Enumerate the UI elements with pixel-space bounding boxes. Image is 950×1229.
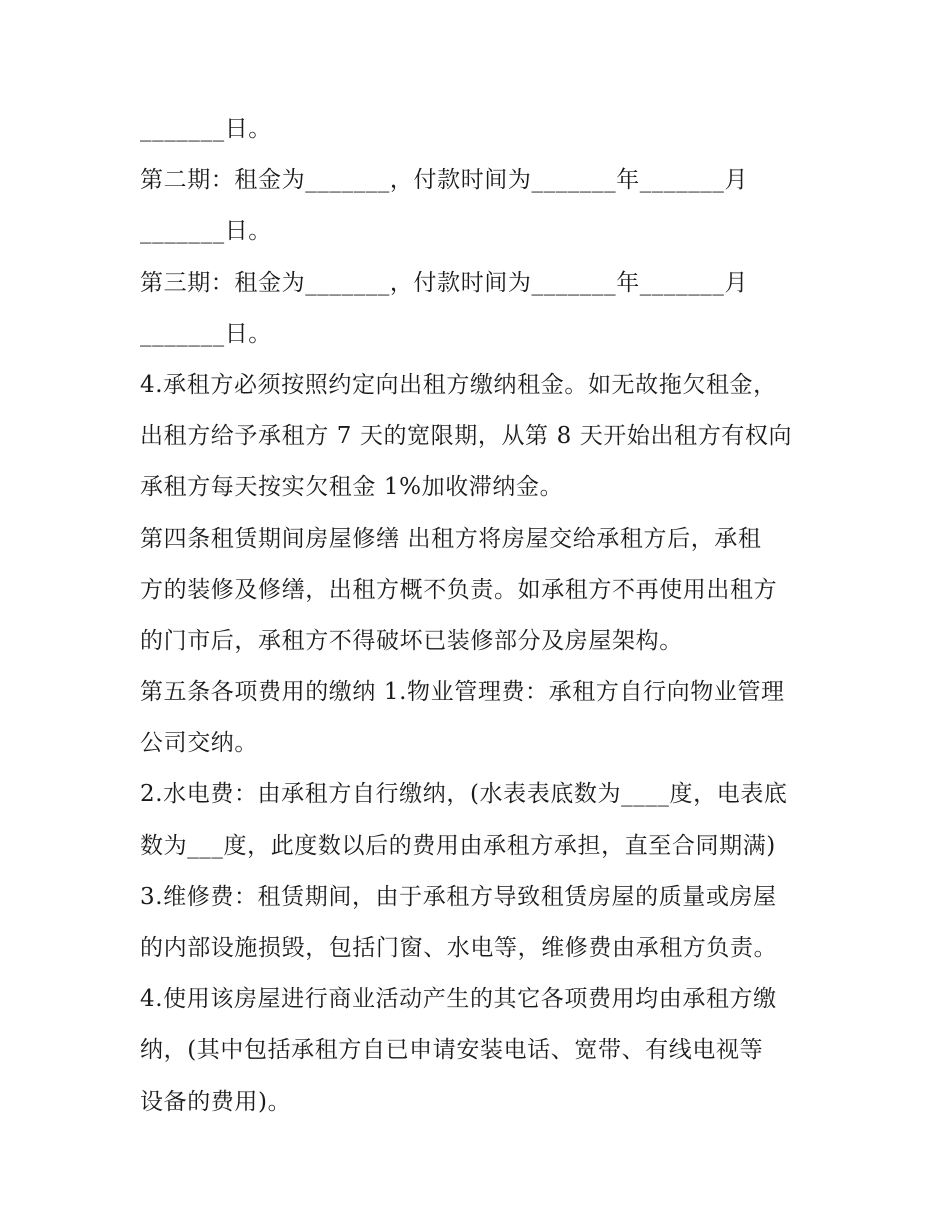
text-line: 纳，(其中包括承租方自已申请安装电话、宽带、有线电视等 — [140, 1037, 764, 1064]
text-line: 3.维修费：租赁期间，由于承租方导致租赁房屋的质量或房屋 — [140, 883, 777, 910]
text-line: 数为___度，此度数以后的费用由承租方承担，直至合同期满) — [140, 832, 776, 859]
text-line: _______日。 — [140, 116, 272, 142]
document-page — [140, 104, 820, 1128]
text-line: 的门市后，承租方不得破坏已装修部分及房屋架构。 — [140, 627, 683, 654]
text-line: 第三期：租金为_______，付款时间为_______年_______月 — [140, 269, 749, 296]
text-line: 承租方每天按实欠租金 1%加收滞纳金。 — [140, 474, 564, 501]
text-line: 公司交纳。 — [140, 730, 258, 757]
text-line: 4.承租方必须按照约定向出租方缴纳租金。如无故拖欠租金， — [140, 371, 777, 398]
text-line: 的内部设施损毁，包括门窗、水电等，维修费由承租方负责。 — [140, 935, 778, 961]
text-line: 第五条各项费用的缴纳 1.物业管理费：承租方自行向物业管理 — [140, 679, 785, 706]
text-line: 2.水电费：由承租方自行缴纳，(水表表底数为____度，电表底 — [140, 781, 788, 808]
text-line: 第二期：租金为_______，付款时间为_______年_______月 — [140, 167, 749, 194]
text-line: 第四条租赁期间房屋修缮 出租方将房屋交给承租方后，承租 — [140, 525, 762, 552]
text-line: 方的装修及修缮，出租方概不负责。如承租方不再使用出租方 — [140, 576, 778, 603]
text-line: 4.使用该房屋进行商业活动产生的其它各项费用均由承租方缴 — [140, 986, 777, 1013]
text-line: _______日。 — [140, 218, 272, 245]
text-line: 出租方给予承租方 7 天的宽限期，从第 8 天开始出租方有权向 — [140, 423, 793, 450]
text-line: _______日。 — [140, 320, 272, 347]
text-line: 设备的费用)。 — [140, 1088, 292, 1115]
